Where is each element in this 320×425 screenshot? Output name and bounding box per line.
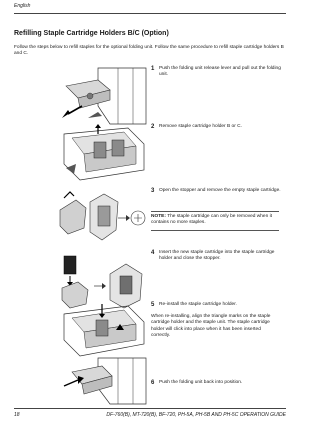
footer-guide-title: DF-760(B), MT-720(B), BF-720, PH-5A, PH-5B AND PH-5C OPERATION GUIDE bbox=[106, 412, 286, 418]
step-5-text: Re-install the staple cartridge holder. bbox=[159, 302, 237, 307]
step-3-number: 3 bbox=[151, 188, 155, 194]
figure-step-6 bbox=[58, 356, 148, 406]
step-3-text: Open the stopper and remove the empty staple cartridge. bbox=[159, 188, 281, 193]
note bbox=[151, 214, 279, 227]
header-rule bbox=[14, 13, 286, 14]
page-number: 18 bbox=[14, 412, 20, 418]
step-5-extra-text: When re-installing, align the triangle marks on the staple cartridge holder and the staple unit. The staple cartridge holder will click into place when it has been inserted correctly. bbox=[151, 314, 271, 339]
note-top-rule bbox=[151, 211, 279, 212]
step-1-text: Push the folding unit release lever and pull out the folding unit. bbox=[159, 66, 281, 78]
figure-step-1 bbox=[58, 66, 148, 126]
step-4-number: 4 bbox=[151, 250, 155, 256]
step-6-text: Push the folding unit back into position. bbox=[159, 380, 243, 385]
step-6-number: 6 bbox=[151, 380, 155, 386]
step-5-number: 5 bbox=[151, 302, 155, 308]
figure-step-2 bbox=[58, 124, 148, 184]
step-1-number: 1 bbox=[151, 66, 155, 72]
intro-text: Follow the steps below to refill staples for the optional folding unit. Follow the same procedure to refill staple cartridge holders B and C. bbox=[14, 45, 284, 57]
page-title: Refilling Staple Cartridge Holders B/C (Option) bbox=[14, 30, 169, 37]
note-bottom-rule bbox=[151, 230, 279, 231]
step-4-text: Insert the new staple cartridge into the staple cartridge holder and close the stopper. bbox=[159, 250, 275, 262]
note-label: NOTE: bbox=[151, 214, 166, 219]
footer-rule bbox=[14, 408, 286, 409]
figure-step-5 bbox=[58, 300, 148, 360]
note-text: The staple cartridge can only be removed when it contains no more staples. bbox=[151, 214, 272, 226]
figure-step-3 bbox=[58, 188, 148, 248]
step-2-text: Remove staple cartridge holder B or C. bbox=[159, 124, 242, 129]
header-language: English bbox=[14, 3, 31, 9]
step-2-number: 2 bbox=[151, 124, 155, 130]
